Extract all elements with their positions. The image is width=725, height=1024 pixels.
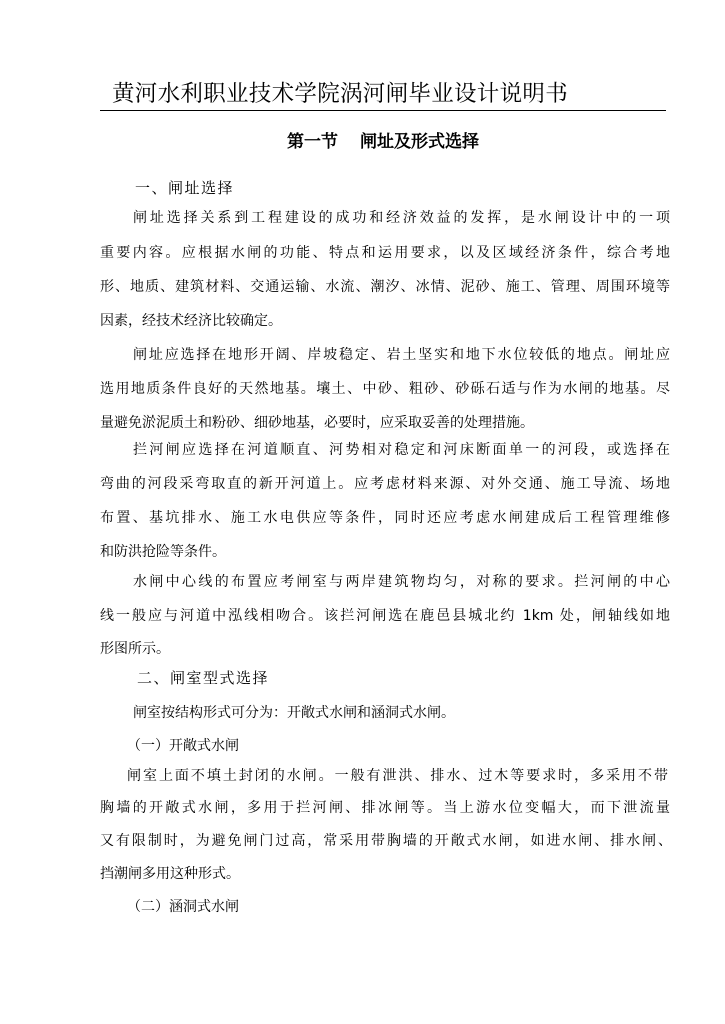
paragraph-line: 因素，经技术经济比较确定。 xyxy=(100,313,282,329)
subsection-heading-chamber: 二、闸室型式选择 xyxy=(137,669,270,687)
paragraph-line: 重要内容。应根据水闸的功能、特点和运用要求，以及区域经济条件，综合考地 xyxy=(100,245,670,261)
paragraph-line: 闸室上面不填土封闭的水闸。一般有泄洪、排水、过木等要求时，多采用不带 xyxy=(127,768,668,784)
paragraph-line: 水闸中心线的布置应考闸室与两岸建筑物均匀，对称的要求。拦河闸的中心 xyxy=(133,574,670,590)
paragraph-line: 又有限制时，为避免闸门过高，常采用带胸墙的开敞式水闸，如进水闸、排水闸、 xyxy=(100,833,672,849)
paragraph-line: 胸墙的开敞式水闸，多用于拦河闸、排冰闸等。当上游水位变幅大，而下泄流量 xyxy=(100,800,670,816)
document-title: 黄河水利职业技术学院涡河闸毕业设计说明书 xyxy=(112,81,569,107)
section-title xyxy=(287,131,479,153)
paragraph-line: 闸址应选择在地形开阔、岸坡稳定、岩土坚实和地下水位较低的地点。闸址应 xyxy=(133,347,670,363)
paragraph-line: 量避免淤泥质土和粉砂、细砂地基，必要时，应采取妥善的处理措施。 xyxy=(100,415,534,431)
paragraph-line: 挡潮闸多用这种形式。 xyxy=(100,866,240,882)
section-name: 闸址及形式选择 xyxy=(360,132,479,152)
paragraph-line: 闸址选择关系到工程建设的成功和经济效益的发挥，是水闸设计中的一项 xyxy=(133,210,670,226)
subsection-heading-site: 一、闸址选择 xyxy=(135,179,235,197)
paragraph-line: 形、地质、建筑材料、交通运输、水流、潮汐、冰情、泥砂、施工、管理、周围环境等 xyxy=(100,279,670,295)
paragraph-line: 拦河闸应选择在河道顺直、河势相对稳定和河床断面单一的河段，或选择在 xyxy=(133,442,670,458)
paragraph-line: 闸室按结构形式可分为：开敞式水闸和涵洞式水闸。 xyxy=(133,705,455,721)
paragraph-line: 线一般应与河道中泓线相吻合。该拦河闸选在鹿邑县城北约 1km 处，闸轴线如地 xyxy=(100,608,670,624)
section-number: 第一节 xyxy=(287,132,338,152)
type-heading-open: （一）开敞式水闸 xyxy=(127,738,239,754)
title-underline xyxy=(100,110,666,111)
paragraph-line: 和防洪抢险等条件。 xyxy=(100,544,226,560)
paragraph-line: 选用地质条件良好的天然地基。壤土、中砂、粗砂、砂砾石适与作为水闸的地基。尽 xyxy=(100,381,670,397)
type-heading-culvert: （二）涵洞式水闸 xyxy=(127,899,239,915)
paragraph-line: 形图所示。 xyxy=(100,641,170,657)
paragraph-line: 弯曲的河段采弯取直的新开河道上。应考虑材料来源、对外交通、施工导流、场地 xyxy=(100,476,670,492)
paragraph-line: 布置、基坑排水、施工水电供应等条件，同时还应考虑水闸建成后工程管理维修 xyxy=(100,510,670,526)
